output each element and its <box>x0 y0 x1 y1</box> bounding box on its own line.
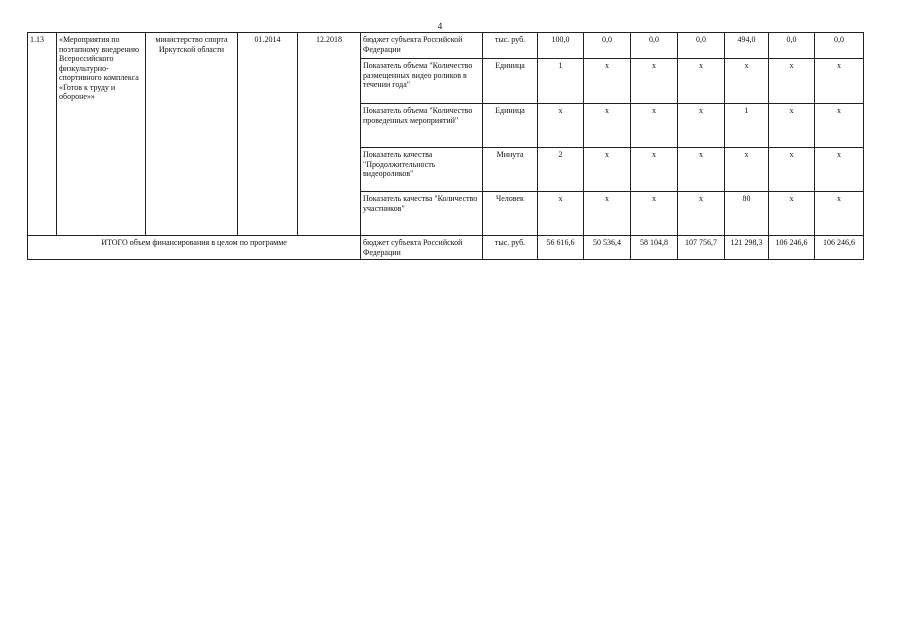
value-cell: x <box>584 104 631 148</box>
item-code-cell: 1.13 <box>28 33 57 236</box>
value-cell: 2 <box>538 148 584 192</box>
value-cell: 0,0 <box>678 33 725 59</box>
unit-cell: Человек <box>483 192 538 236</box>
item-name-cell: «Мероприятия по поэтапному внедрению Всероссийского физкультурно-спортивного комплекса «Готов к труду и обороне»» <box>57 33 146 236</box>
value-cell: 0,0 <box>631 33 678 59</box>
value-cell: 494,0 <box>725 33 769 59</box>
value-cell: x <box>678 192 725 236</box>
value-cell: x <box>678 104 725 148</box>
row-label-cell: Показатель объема "Количество размещенных видео роликов в течении года" <box>361 59 483 104</box>
total-value-cell: 50 536,4 <box>584 236 631 260</box>
total-source-cell: бюджет субъекта Российской Федерации <box>361 236 483 260</box>
value-cell: x <box>725 148 769 192</box>
row-label-cell: Показатель объема "Количество проведенных мероприятий" <box>361 104 483 148</box>
value-cell: 0,0 <box>769 33 815 59</box>
program-table <box>27 32 864 260</box>
total-value-cell: 58 104,8 <box>631 236 678 260</box>
total-value-cell: 121 298,3 <box>725 236 769 260</box>
value-cell: x <box>769 59 815 104</box>
total-row <box>28 236 864 260</box>
value-cell: x <box>584 148 631 192</box>
unit-cell: Минута <box>483 148 538 192</box>
row-label-cell: Показатель качества "Продолжительность видеороликов" <box>361 148 483 192</box>
value-cell: x <box>769 148 815 192</box>
value-cell: x <box>678 148 725 192</box>
total-value-cell: 106 246,6 <box>815 236 864 260</box>
value-cell: x <box>769 104 815 148</box>
value-cell: x <box>631 192 678 236</box>
total-unit-cell: тыс. руб. <box>483 236 538 260</box>
end-date-cell: 12.2018 <box>298 33 361 236</box>
value-cell: x <box>678 59 725 104</box>
value-cell: x <box>631 104 678 148</box>
total-label-cell: ИТОГО объем финансирования в целом по программе <box>28 236 361 260</box>
total-value-cell: 56 616,6 <box>538 236 584 260</box>
unit-cell: Единица <box>483 59 538 104</box>
row-label-cell: бюджет субъекта Российской Федерации <box>361 33 483 59</box>
value-cell: x <box>584 192 631 236</box>
total-value-cell: 107 756,7 <box>678 236 725 260</box>
unit-cell: Единица <box>483 104 538 148</box>
value-cell: 80 <box>725 192 769 236</box>
value-cell: x <box>725 59 769 104</box>
value-cell: x <box>538 104 584 148</box>
row-label-cell: Показатель качества "Количество участников" <box>361 192 483 236</box>
value-cell: x <box>538 192 584 236</box>
unit-cell: тыс. руб. <box>483 33 538 59</box>
value-cell: x <box>631 148 678 192</box>
value-cell: x <box>815 148 864 192</box>
value-cell: 100,0 <box>538 33 584 59</box>
value-cell: x <box>769 192 815 236</box>
page-number: 4 <box>437 21 443 31</box>
total-value-cell: 106 246,6 <box>769 236 815 260</box>
table-row <box>28 33 864 59</box>
value-cell: 0,0 <box>584 33 631 59</box>
value-cell: x <box>584 59 631 104</box>
value-cell: 1 <box>538 59 584 104</box>
value-cell: x <box>631 59 678 104</box>
start-date-cell: 01.2014 <box>238 33 298 236</box>
value-cell: x <box>815 192 864 236</box>
value-cell: x <box>815 59 864 104</box>
value-cell: x <box>815 104 864 148</box>
value-cell: 1 <box>725 104 769 148</box>
value-cell: 0,0 <box>815 33 864 59</box>
executor-cell: министерство спорта Иркутской области <box>146 33 238 236</box>
